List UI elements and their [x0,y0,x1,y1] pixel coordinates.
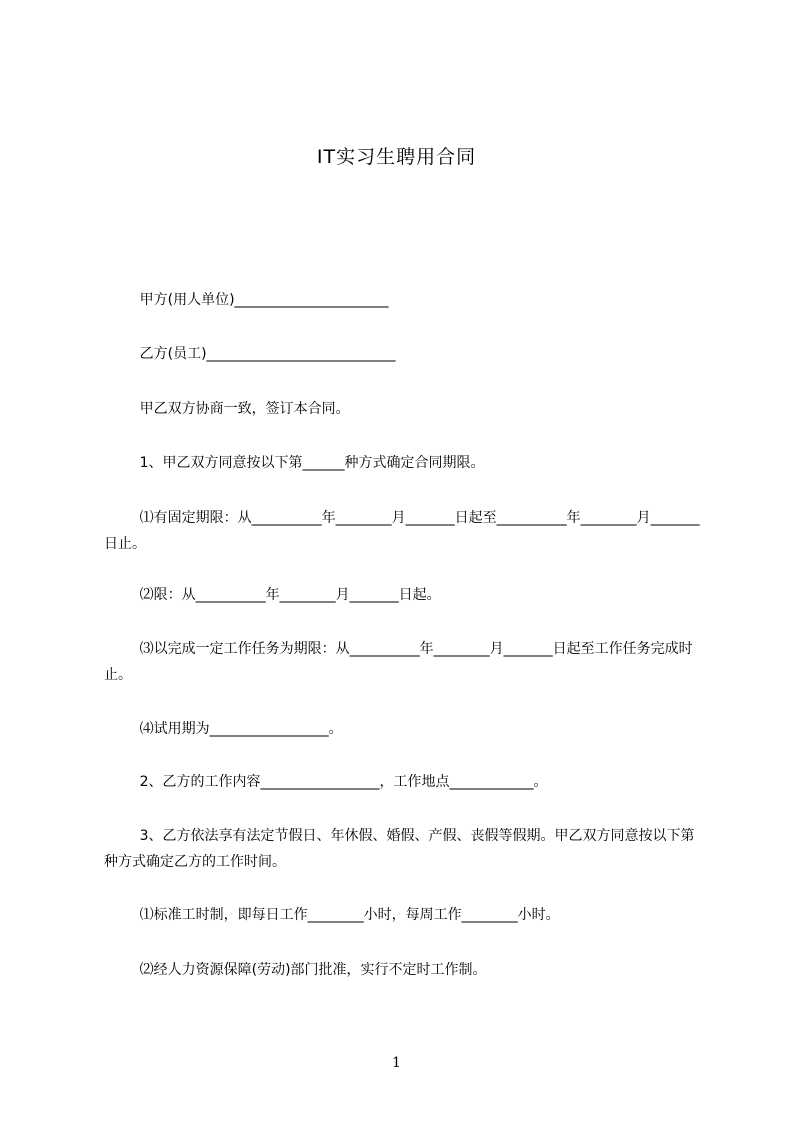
clause-1-term: 1、甲乙双方同意按以下第______种方式确定合同期限。 [104,455,485,471]
clause-2-work: 2、乙方的工作内容_________________，工作地点____________。 [104,774,548,790]
clause-1-option-2: ⑵限：从__________年________月_______日起。 [104,587,441,603]
party-b-line: 乙方(员工)___________________________ [104,346,396,362]
clause-3-option-2: ⑵经人力资源保障(劳动)部门批准，实行不定时工作制。 [104,962,487,978]
clause-3-hours: 3、乙方依法享有法定节假日、年休假、婚假、产假、丧假等假期。甲乙双方同意按以下第种方式确定乙方的工作时间。 [104,828,695,870]
clause-1-option-1: ⑴有固定期限：从__________年________月_______日起至__________年________月_______日止。 [104,510,700,552]
agreement-intro: 甲乙双方协商一致，签订本合同。 [104,401,350,417]
clause-1-option-3: ⑶以完成一定工作任务为期限：从__________年________月_______日起至工作任务完成时止。 [104,641,693,683]
clause-3-option-1: ⑴标准工时制，即每日工作________小时，每周工作________小时。 [104,907,560,923]
page-number: 1 [392,1055,401,1071]
document-title: IT实习生聘用合同 [316,146,477,168]
party-a-line: 甲方(用人单位)______________________ [104,292,389,308]
clause-1-probation: ⑷试用期为_________________。 [104,721,343,737]
